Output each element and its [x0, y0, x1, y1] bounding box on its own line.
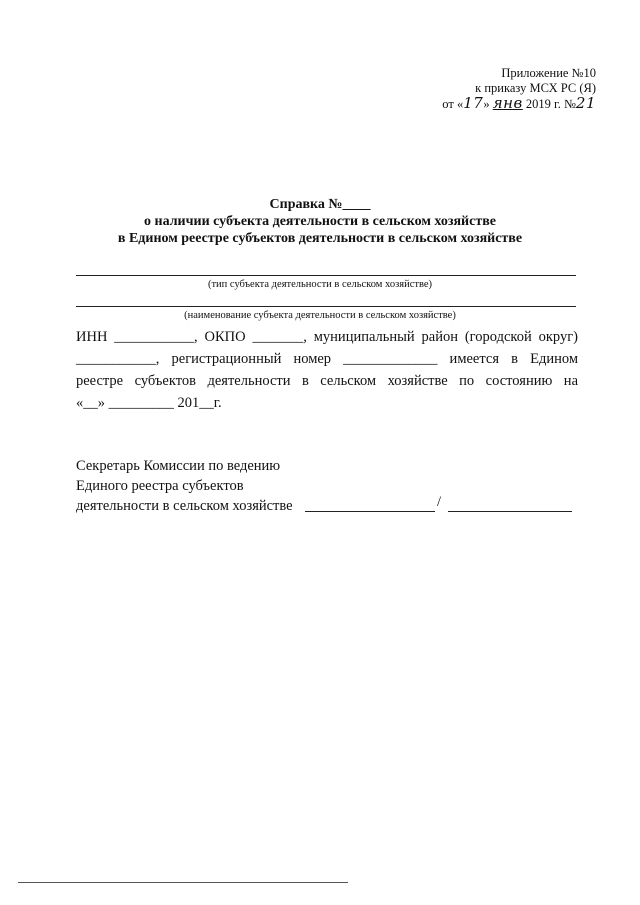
signature-line-3: деятельности в сельском хозяйстве — [76, 498, 293, 514]
appendix-number: Приложение №10 — [501, 66, 596, 80]
subject-type-line — [76, 275, 576, 276]
signature-separator: / — [437, 494, 442, 510]
date-year-suffix: 2019 г. № — [525, 97, 576, 111]
handwritten-day: 17 — [463, 94, 484, 112]
document-title — [0, 196, 640, 247]
subject-name-line — [76, 306, 576, 307]
title-line-1: Справка №____ — [269, 197, 371, 212]
footer-line — [18, 882, 348, 883]
body-line-3: реестре субъектов деятельности в сельском хозяйстве по состоянию на — [76, 373, 578, 389]
handwritten-month: янв — [492, 94, 523, 112]
signature-blank — [305, 511, 435, 512]
signature-block — [76, 456, 293, 516]
appendix-header — [442, 66, 596, 112]
title-line-3: в Едином реестре субъектов деятельности в сельском хозяйстве — [117, 231, 523, 246]
body-paragraph — [76, 326, 578, 414]
subject-name-caption: (наименование субъекта деятельности в сельском хозяйстве) — [184, 310, 456, 321]
date-prefix: от « — [442, 97, 464, 111]
order-reference: к приказу МСХ РС (Я) — [475, 81, 596, 95]
body-line-1: ИНН ___________, ОКПО _______, муниципальный район (городской округ) — [76, 329, 578, 345]
body-line-2: ___________, регистрационный номер _____________ имеется в Едином — [76, 351, 578, 367]
signature-line-2: Единого реестра субъектов — [76, 478, 244, 494]
subject-type-caption: (тип субъекта деятельности в сельском хозяйстве) — [207, 279, 433, 290]
title-line-2: о наличии субъекта деятельности в сельском хозяйстве — [144, 214, 496, 229]
handwritten-number: 21 — [575, 94, 596, 112]
signature-line-1: Секретарь Комиссии по ведению — [76, 458, 281, 474]
name-blank — [448, 511, 572, 512]
body-line-4: «__» _________ 201__г. — [76, 395, 222, 411]
order-date-line: от «17» янв 2019 г. №21 — [442, 94, 596, 112]
